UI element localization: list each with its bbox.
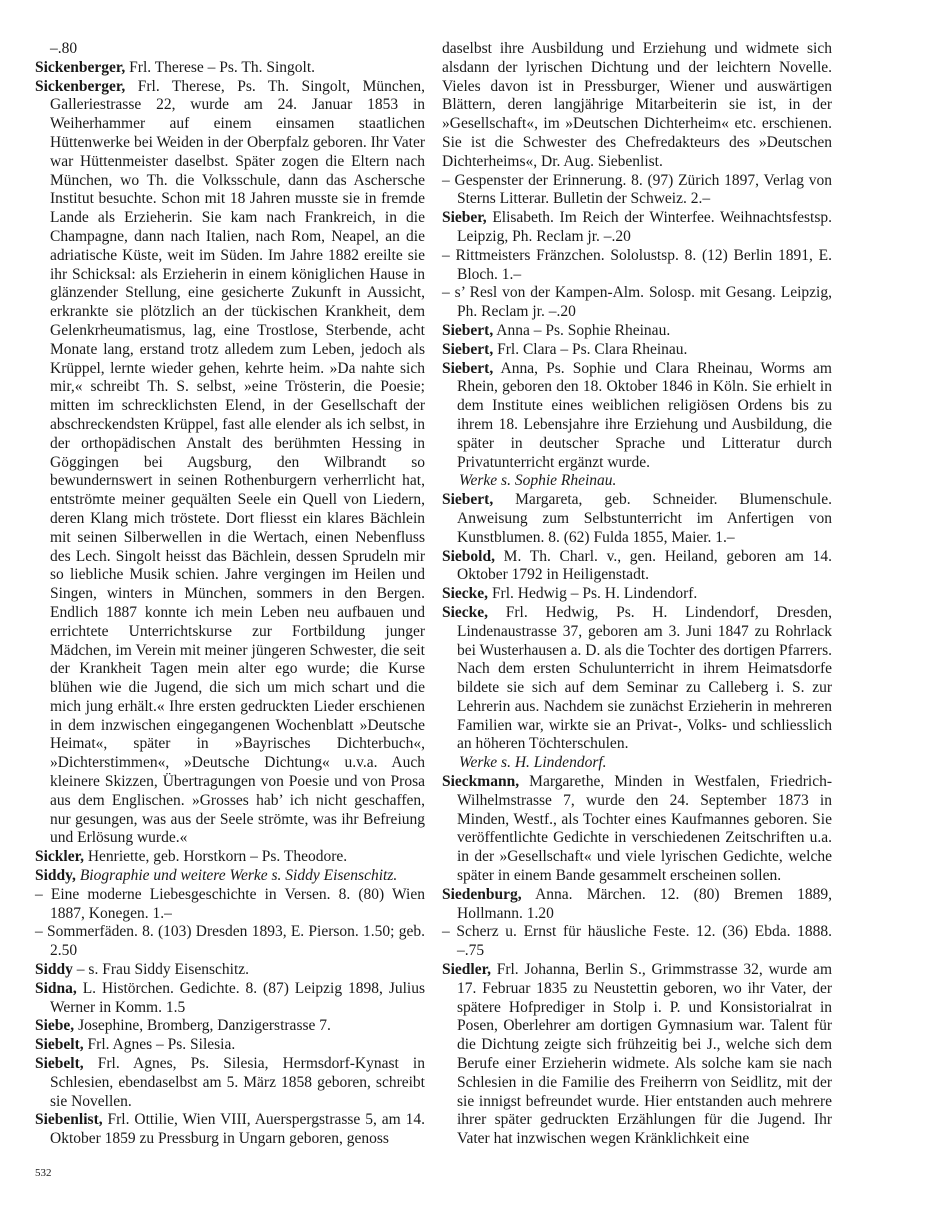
entry-headword: Siecke, [442, 603, 489, 621]
entry-siddy-work-1: – Eine moderne Liebesgeschichte in Versen. 8. (80) Wien 1887, Konegen. 1.– [35, 885, 425, 922]
entry-siecke-bio: Siecke, Frl. Hedwig, Ps. H. Lindendorf, Dresden, Lindenaustrasse 37, geboren am 3. Juni 1847 zu Rohrlack bei Wusterhausen a. D. als die Tochter des dortigen Pfarrers. Nach dem ersten Schulunterricht in ihrem Heimatsdorfe bildete sie sich auf dem Seminar zu Calleberg i. S. zur Lehrerin aus. Nachdem sie zunächst Erzieherin in mehreren Familien war, wirkte sie an Privat-, Volks- und schliesslich an höheren Töchterschulen. [442, 603, 832, 753]
entry-siddy: Siddy, Biographie und weitere Werke s. Siddy Eisenschitz. [35, 867, 398, 885]
entry-headword: Sidna, [35, 979, 77, 997]
entry-siddy-ref: Siddy – s. Frau Siddy Eisenschitz. [35, 961, 250, 979]
entry-headword: Siebelt, [35, 1036, 84, 1054]
entry-siebert-anna-ps: Siebert, Anna – Ps. Sophie Rheinau. [442, 321, 671, 339]
entry-headword: Siebert, [442, 321, 494, 339]
werke-reference: Werke s. H. Lindendorf. [459, 754, 607, 772]
page-number: 532 [35, 1167, 52, 1179]
continuation-paragraph: daselbst ihre Ausbildung und Erziehung und widmete sich alsdann der lyrischen Dichtung und der leichtern Novelle. Vieles davon ist in Pressburger, Wiener und auswärtigen Blättern, deren langjährige Mitarbeiterin sie ist, in der »Gesellschaft«, im »Deutschen Dichterheim« etc. erschienen. Sie ist die Schwester des Chefredakteurs des »Deutschen Dichterheims«, Dr. Aug. Siebenlist. [442, 40, 832, 170]
left-column [35, 40, 425, 1149]
werke-reference: Werke s. Sophie Rheinau. [459, 472, 617, 490]
entry-siebelt-ps: Siebelt, Frl. Agnes – Ps. Silesia. [35, 1036, 236, 1054]
entry-headword: Siecke, [442, 585, 489, 603]
entry-siebert-margareta: Siebert, Margareta, geb. Schneider. Blumenschule. Anweisung zum Selbstunterricht im Anfertigen von Kunstblumen. 8. (62) Fulda 1855, Maier. 1.– [442, 491, 832, 546]
entry-headword: Siddy [35, 961, 73, 979]
entry-sieber-work-2: – s’ Resl von der Kampen-Alm. Solosp. mit Gesang. Leipzig, Ph. Reclam jr. –.20 [442, 284, 832, 321]
entry-headword: Siddy, [35, 867, 76, 885]
entry-siedler: Siedler, Frl. Johanna, Berlin S., Grimmstrasse 32, wurde am 17. Februar 1835 zu Neustettin geboren, wo ihr Vater, der spätere Hofprediger in Stolp i. P. und Konsistorialrat in Posen, Oberlehrer am dortigen Gymnasium war. Talent für die Dichtung zeigte sich frühzeitig bei J., welche sich dem Berufe einer Erzieherin widmete. Als solche kam sie nach Schlesien in die Familie des Freiherrn von Seidlitz, mit der sie innigst befreundet wurde. Hier entstanden auch mehrere ihrer später gedruckten Erzählungen für die Jugend. Ihr Vater hat inzwischen wegen Kränklichkeit eine [442, 961, 832, 1148]
entry-headword: Siebert, [442, 491, 494, 509]
entry-siebenlist: Siebenlist, Frl. Ottilie, Wien VIII, Auerspergstrasse 5, am 14. Oktober 1859 zu Pressburg in Ungarn geboren, genoss [35, 1111, 425, 1148]
entry-headword: Sieckmann, [442, 773, 520, 791]
entry-siedenburg-work: – Scherz u. Ernst für häusliche Feste. 12. (36) Ebda. 1888. –.75 [442, 923, 832, 960]
entry-siebenlist-work: – Gespenster der Erinnerung. 8. (97) Zürich 1897, Verlag von Sterns Litterar. Bulletin der Schweiz. 2.– [442, 171, 832, 208]
entry-sickenberger-ps: Sickenberger, Frl. Therese – Ps. Th. Singolt. [35, 58, 316, 76]
entry-siebelt-bio: Siebelt, Frl. Agnes, Ps. Silesia, Hermsdorf-Kynast in Schlesien, ebendaselbst am 5. März 1858 geboren, schreibt sie Novellen. [35, 1055, 425, 1110]
continuation-line: –.80 [50, 40, 78, 57]
entry-headword: Siebold, [442, 547, 495, 565]
entry-headword: Siebe, [35, 1017, 75, 1035]
entry-sieber-work-1: – Rittmeisters Fränzchen. Sololustsp. 8. (12) Berlin 1891, E. Bloch. 1.– [442, 246, 832, 283]
entry-sidna: Sidna, L. Histörchen. Gedichte. 8. (87) Leipzig 1898, Julius Werner in Komm. 1.5 [35, 979, 425, 1016]
right-column [442, 40, 832, 1149]
entry-siddy-work-2: – Sommerfäden. 8. (103) Dresden 1893, E. Pierson. 1.50; geb. 2.50 [35, 923, 425, 960]
entry-siebold: Siebold, M. Th. Charl. v., gen. Heiland, geboren am 14. Oktober 1792 in Heiligenstadt. [442, 547, 832, 584]
entry-siebe: Siebe, Josephine, Bromberg, Danzigerstrasse 7. [35, 1017, 331, 1035]
entry-headword: Sickenberger, [35, 77, 126, 95]
entry-siebert-anna-bio: Siebert, Anna, Ps. Sophie und Clara Rheinau, Worms am Rhein, geboren den 18. Oktober 1846 in Köln. Sie erhielt in dem Institute eines weiblichen religiösen Ordens bis zu ihrem 18. Lebensjahre ihre Erziehung und Ausbildung, die später in deutscher Sprache und Litteratur durch Privatunterricht ergänzt wurde. [442, 359, 832, 471]
entry-headword: Sieber, [442, 209, 487, 227]
entry-headword: Sickenberger, [35, 58, 126, 76]
entry-sieber: Sieber, Elisabeth. Im Reich der Winterfee. Weihnachtsfestsp. Leipzig, Ph. Reclam jr. –.20 [442, 209, 832, 245]
entry-headword: Sickler, [35, 848, 84, 866]
entry-siecke-ps: Siecke, Frl. Hedwig – Ps. H. Lindendorf. [442, 585, 698, 603]
entry-headword: Siebelt, [35, 1055, 84, 1073]
entry-headword: Siebert, [442, 359, 494, 377]
entry-headword: Siedenburg, [442, 885, 522, 903]
entry-sickenberger-bio: Sickenberger, Frl. Therese, Ps. Th. Singolt, München, Galleriestrasse 22, wurde am 24. Januar 1853 in Weiherhammer auf einem einsamen staatlichen Hüttenwerke bei Weiden in der Oberpfalz geboren. Ihr Vater war Hüttenmeister daselbst. Später zogen die Eltern nach München, wo Th. die Volksschule, dann das Aschersche Institut besuchte. Schon mit 18 Jahren musste sie in fremde Lande als Erzieherin. Sie kam nach Frankreich, in die Champagne, dann nach Italien, nach Rom, Neapel, an die adriatische Küste, weit im Süden. Im Jahre 1882 ereilte sie ihr Schicksal: als Erzieherin in einem königlichen Hause in glänzender Stellung, eine gesicherte Zukunft in Aussicht, erkrankte sie plötzlich an der tückischen Krankheit, dem Gelenkrheumatismus, lag, eine Trostlose, Sterbende, acht Monate lang, erstand trotz alledem zum Leben, jedoch als Krüppel, lernte wieder gehen, kehrte heim. »Da nahte sich mir,« schreibt Th. S. selbst, »eine Trösterin, die Poesie; mitten im schrecklichsten Elend, in der Gesellschaft der abschreckendsten Krüppel, fast alle elender als ich selbst, in der orthopädischen Anstalt des berühmten Hessing in Göggingen bei Augsburg, den Wilbrandt so bewundernswert in seinen Rothenburgern verherrlicht hat, entströmte meiner gequälten Seele ein Quell von Liedern, deren Klang mich tröstete. Dort fliesst ein klares Bächlein mit seinen Silberwellen in die Wertach, einen Nebenfluss des Lech. Singolt heisst das Bächlein, dessen Sprudeln mir so liebliche Musik schien. Jahre vergingen im Heilen und Singen, winters in München, sommers in den Bergen. Endlich 1887 konnte ich mein Leben neu aufbauen und errichtete Unterrichtskurse zur Fortbildung junger Mädchen, im Verein mit meiner jüngeren Schwester, die seit der Krankheit Tagen mein alter ego wurde; die Kurse blühen wie die Jugend, die sich um mich schart und die mich jung erhält.« Ihre ersten gedruckten Lieder erschienen in dem inzwischen eingegangenen Wochenblatt »Deutsche Heimat«, später in »Bayrisches Dichterbuch«, »Dichterstimmen«, »Deutsche Dichtung« u.v.a. Auch kleinere Skizzen, Übertragungen von Poesie und von Prosa aus dem Englischen. »Grosses hab’ ich nicht geschaffen, nur gesungen, was aus der Seele strömte, was ihr Befreiung und Erlösung wurde.« [35, 77, 425, 847]
entry-headword: Siebert, [442, 340, 494, 358]
entry-siebert-clara-ps: Siebert, Frl. Clara – Ps. Clara Rheinau. [442, 340, 688, 358]
entry-sickler: Sickler, Henriette, geb. Horstkorn – Ps. Theodore. [35, 848, 348, 866]
entry-sieckmann: Sieckmann, Margarethe, Minden in Westfalen, Friedrich-Wilhelmstrasse 7, wurde den 24. September 1873 in Minden, Westf., als Tochter eines Kaufmannes geboren. Sie veröffentlichte Gedichte in verschiedenen Zeitschriften u.a. in der »Gesellschaft« und viele lyrischen Gedichte, welche später in einem Bande gesammelt erscheinen sollen. [442, 773, 832, 885]
entry-headword: Siedler, [442, 961, 491, 979]
entry-headword: Siebenlist, [35, 1111, 103, 1129]
entry-siedenburg: Siedenburg, Anna. Märchen. 12. (80) Bremen 1889, Hollmann. 1.20 [442, 885, 832, 922]
